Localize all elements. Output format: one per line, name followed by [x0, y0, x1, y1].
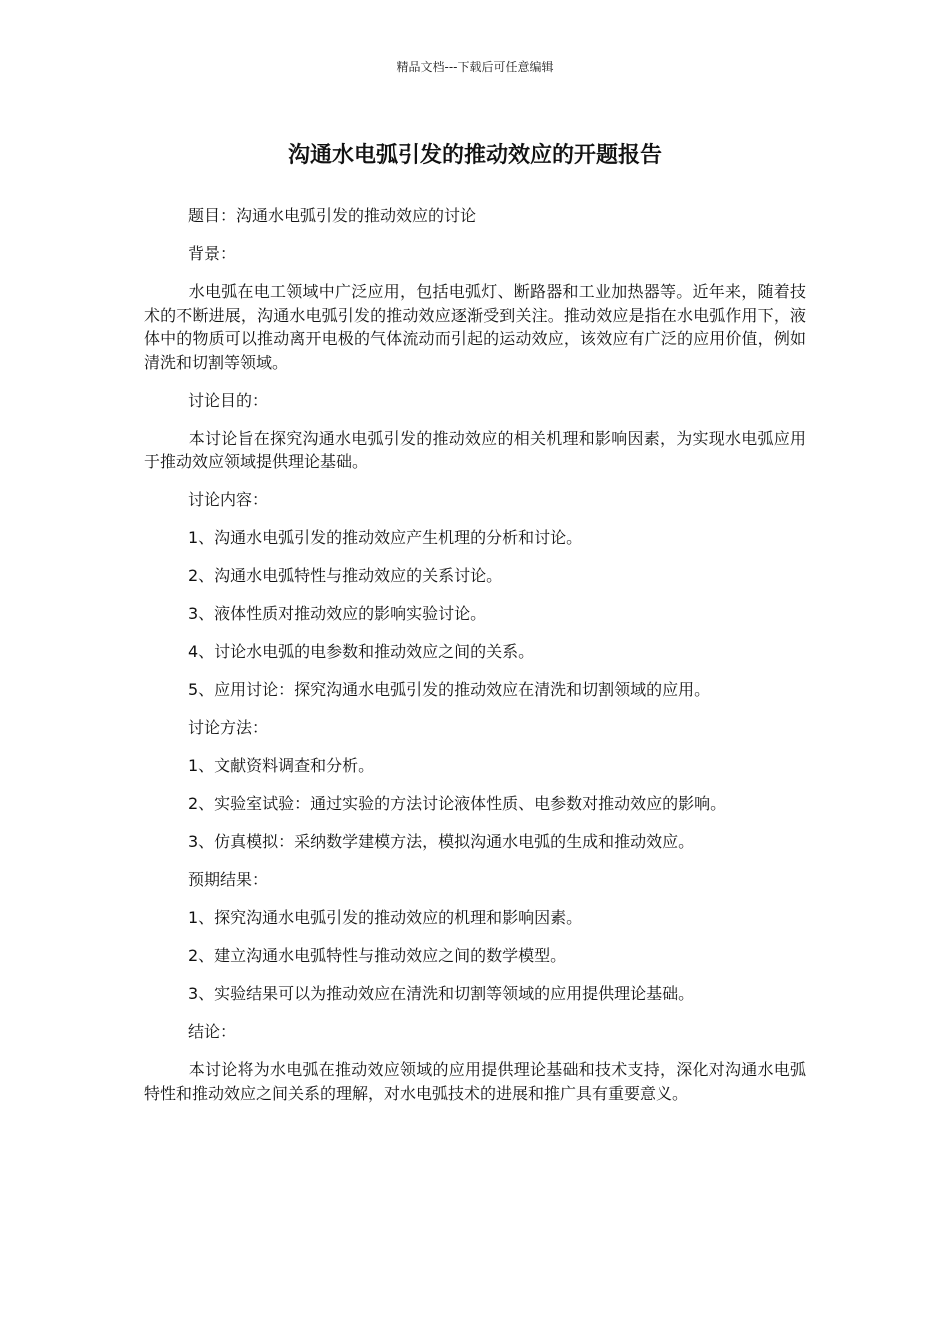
- content-item: 3、液体性质对推动效应的影响实验讨论。: [188, 604, 487, 623]
- conclusion-paragraph: 本讨论将为水电弧在推动效应领域的应用提供理论基础和技术支持，深化对沟通水电弧特性和推动效应之间关系的理解，对水电弧技术的进展和推广具有重要意义。: [144, 1060, 806, 1103]
- purpose-paragraph: 本讨论旨在探究沟通水电弧引发的推动效应的相关机理和影响因素，为实现水电弧应用于推动效应领域提供理论基础。: [144, 428, 806, 471]
- result-item: 1、探究沟通水电弧引发的推动效应的机理和影响因素。: [188, 908, 583, 927]
- content-item: 4、讨论水电弧的电参数和推动效应之间的关系。: [188, 642, 535, 661]
- content-item: 5、应用讨论：探究沟通水电弧引发的推动效应在清洗和切割领域的应用。: [188, 680, 711, 699]
- result-item: 2、建立沟通水电弧特性与推动效应之间的数学模型。: [188, 946, 567, 965]
- section-heading-content: 讨论内容：: [188, 490, 269, 509]
- header-note: 精品文档---下载后可任意编辑: [396, 60, 554, 74]
- section-heading-methods: 讨论方法：: [188, 718, 269, 737]
- section-heading-conclusion: 结论：: [188, 1022, 237, 1041]
- section-heading-purpose: 讨论目的：: [188, 390, 269, 410]
- section-heading-expected-results: 预期结果：: [188, 870, 269, 889]
- result-item: 3、实验结果可以为推动效应在清洗和切割等领域的应用提供理论基础。: [188, 984, 695, 1003]
- content-item: 1、沟通水电弧引发的推动效应产生机理的分析和讨论。: [188, 528, 583, 547]
- document-body: [144, 204, 806, 1120]
- section-heading-background: 背景：: [188, 244, 237, 263]
- document-title: 沟通水电弧引发的推动效应的开题报告: [287, 143, 662, 168]
- content-item: 2、沟通水电弧特性与推动效应的关系讨论。: [188, 566, 503, 585]
- method-item: 2、实验室试验：通过实验的方法讨论液体性质、电参数对推动效应的影响。: [188, 794, 727, 813]
- method-item: 3、仿真模拟：采纳数学建模方法，模拟沟通水电弧的生成和推动效应。: [188, 832, 695, 851]
- background-paragraph: 水电弧在电工领域中广泛应用，包括电弧灯、断路器和工业加热器等。近年来，随着技术的不断进展，沟通水电弧引发的推动效应逐渐受到关注。推动效应是指在水电弧作用下，液体中的物质可以推动离开电极的气体流动而引起的运动效应，该效应有广泛的应用价值，例如清洗和切割等领域。: [144, 282, 806, 372]
- method-item: 1、文献资料调查和分析。: [188, 756, 375, 775]
- topic-line: 题目：沟通水电弧引发的推动效应的讨论: [188, 206, 477, 225]
